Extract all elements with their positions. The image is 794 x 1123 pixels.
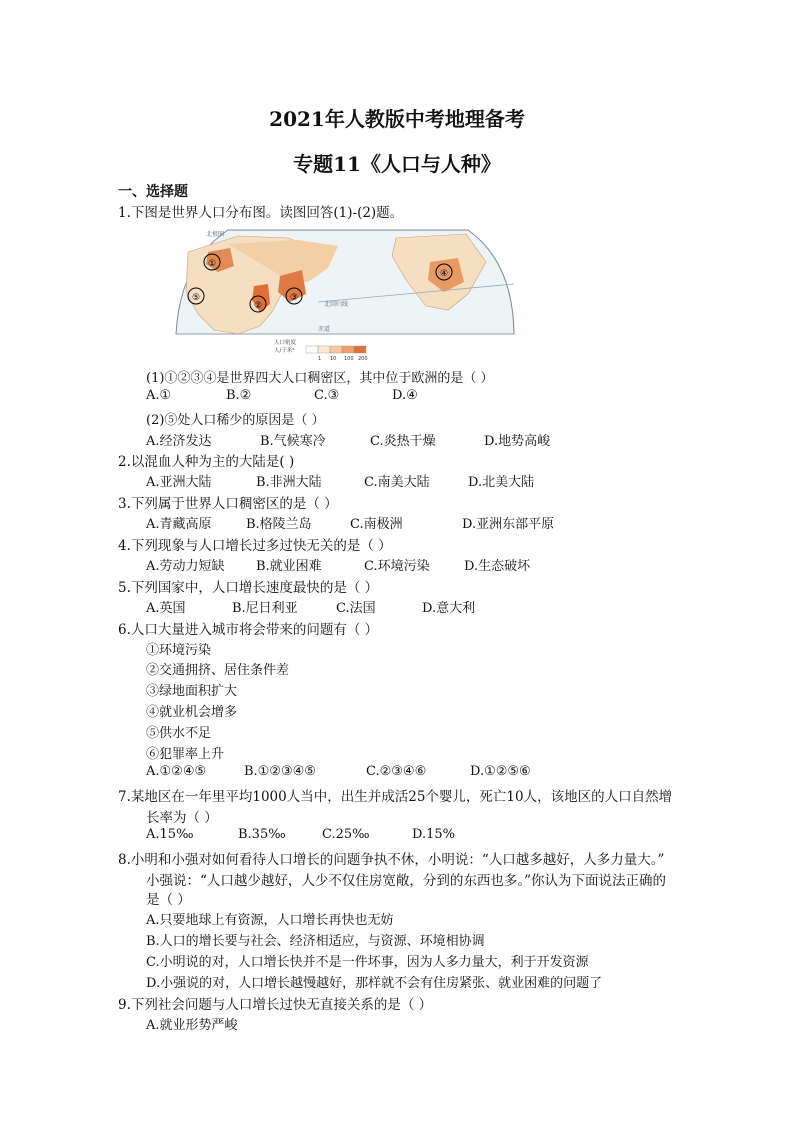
q7-option-a: A.15‰: [146, 827, 194, 842]
q8-option-a: A.只要地球上有资源，人口增长再快也无妨: [146, 913, 394, 928]
q5-option-d: D.意大利: [422, 601, 476, 616]
legend-value-100: 100: [344, 356, 354, 362]
marker-3: ③: [290, 293, 299, 303]
q6-item: ③绿地面积扩大: [146, 684, 238, 699]
q2-option-d: D.北美大陆: [468, 475, 535, 490]
q7-option-b: B.35‰: [238, 827, 286, 842]
q6-item: ②交通拥挤、居住条件差: [146, 663, 290, 678]
question-9-stem: 9.下列社会问题与人口增长过快无直接关系的是（ ）: [118, 997, 433, 1013]
q1-sub1-option-c: C.③: [314, 388, 340, 403]
q6-option-d: D.①②⑤⑥: [470, 764, 531, 779]
label-tropic-of-cancer: 北回归线: [324, 301, 349, 308]
legend-swatch: [318, 346, 330, 353]
q5-option-a: A.英国: [146, 601, 186, 616]
q8-option-d: D.小强说的对，人口增长越慢越好，那样就不会有住房紧张、就业困难的问题了: [146, 976, 603, 991]
q9-option-a: A.就业形势严峻: [146, 1018, 238, 1033]
legend-swatches: [306, 346, 366, 353]
q1-sub2-option-d: D.地势高峻: [484, 434, 551, 449]
marker-5: ⑤: [192, 293, 201, 303]
page-subtitle: 专题11《人口与人种》: [293, 152, 501, 176]
q2-option-a: A.亚洲大陆: [146, 475, 212, 490]
label-arctic-circle: 北极圈: [206, 231, 225, 238]
q2-option-c: C.南美大陆: [364, 475, 430, 490]
q6-option-b: B.①②③④⑤: [244, 764, 316, 779]
q1-sub2-option-c: C.炎热干燥: [370, 434, 436, 449]
q1-sub1-stem: (1)①②③④是世界四大人口稠密区，其中位于欧洲的是（ ）: [146, 371, 494, 386]
q7-option-d: D.15%: [412, 827, 455, 842]
question-8-stem-line2: 小强说：“人口越少越好，人少不仅住房宽敞，分到的东西也多。”你认为下面说法正确的: [146, 873, 667, 889]
legend-value-1: 1: [318, 356, 322, 362]
q8-option-b: B.人口的增长要与社会、经济相适应，与资源、环境相协调: [146, 934, 485, 949]
marker-2: ②: [254, 301, 263, 311]
q5-option-c: C.法国: [336, 601, 376, 616]
q1-sub2-stem: (2)⑤处人口稀少的原因是（ ）: [146, 413, 325, 428]
question-5-stem: 5.下列国家中，人口增长速度最快的是（ ）: [118, 580, 379, 596]
q1-sub2-option-a: A.经济发达: [146, 434, 212, 449]
legend-title: 人口密度: [274, 340, 297, 346]
q1-sub1-option-d: D.④: [392, 388, 418, 403]
q1-sub1-option-a: A.①: [146, 388, 172, 403]
question-3-stem: 3.下列属于世界人口稠密区的是（ ）: [118, 496, 338, 512]
marker-4: ④: [440, 269, 449, 279]
q5-option-b: B.尼日利亚: [232, 601, 298, 616]
q1-sub1-option-b: B.②: [226, 388, 252, 403]
q3-option-b: B.格陵兰岛: [246, 517, 312, 532]
section-heading: 一、选择题: [118, 184, 188, 200]
q2-option-b: B.非洲大陆: [256, 475, 322, 490]
world-population-map: [168, 222, 520, 364]
q4-option-a: A.劳动力短缺: [146, 559, 225, 574]
question-6-stem: 6.人口大量进入城市将会带来的问题有（ ）: [118, 622, 379, 638]
question-8-stem-line3: 是（ ）: [146, 892, 191, 908]
question-2-stem: 2.以混血人种为主的大陆是( ): [118, 454, 295, 470]
q6-item: ⑤供水不足: [146, 726, 212, 741]
q6-option-c: C.②③④⑥: [366, 764, 427, 779]
question-8-stem-line1: 8.小明和小强对如何看待人口增长的问题争执不休，小明说：“人口越多越好，人多力量大。”: [118, 852, 665, 868]
q4-option-d: D.生态破坏: [464, 559, 531, 574]
q4-option-c: C.环境污染: [364, 559, 430, 574]
q1-sub2-option-b: B.气候寒冷: [260, 434, 326, 449]
legend-swatch: [342, 346, 354, 353]
page-title: 2021年人教版中考地理备考: [269, 107, 525, 131]
q8-option-c: C.小明说的对，人口增长快并不是一件坏事，因为人多力量大，利于开发资源: [146, 955, 589, 970]
q3-option-c: C.南极洲: [350, 517, 403, 532]
question-7-stem-line1: 7.某地区在一年里平均1000人当中，出生并成活25个婴儿，死亡10人，该地区的人口自然增: [118, 789, 673, 805]
legend-value-10: 10: [330, 356, 337, 362]
q7-option-c: C.25‰: [322, 827, 370, 842]
q4-option-b: B.就业困难: [256, 559, 322, 574]
legend-swatch: [354, 346, 366, 353]
q6-item: ⑥犯罪率上升: [146, 747, 225, 762]
question-4-stem: 4.下列现象与人口增长过多过快无关的是（ ）: [118, 538, 392, 554]
q6-option-a: A.①②④⑤: [146, 764, 207, 779]
label-equator: 赤道: [318, 326, 331, 333]
q6-item: ④就业机会增多: [146, 705, 238, 720]
legend-value-200: 200: [358, 356, 368, 362]
question-7-stem-line2: 长率为（ ）: [146, 810, 218, 826]
q3-option-a: A.青藏高原: [146, 517, 212, 532]
legend-unit: 人/千米²: [274, 348, 295, 354]
question-1-stem: 1.下图是世界人口分布图。读图回答(1)-(2)题。: [118, 205, 404, 221]
q3-option-d: D.亚洲东部平原: [462, 517, 555, 532]
legend-swatch: [306, 346, 318, 353]
legend-swatch: [330, 346, 342, 353]
q6-item: ①环境污染: [146, 643, 212, 658]
marker-1: ①: [208, 259, 217, 269]
